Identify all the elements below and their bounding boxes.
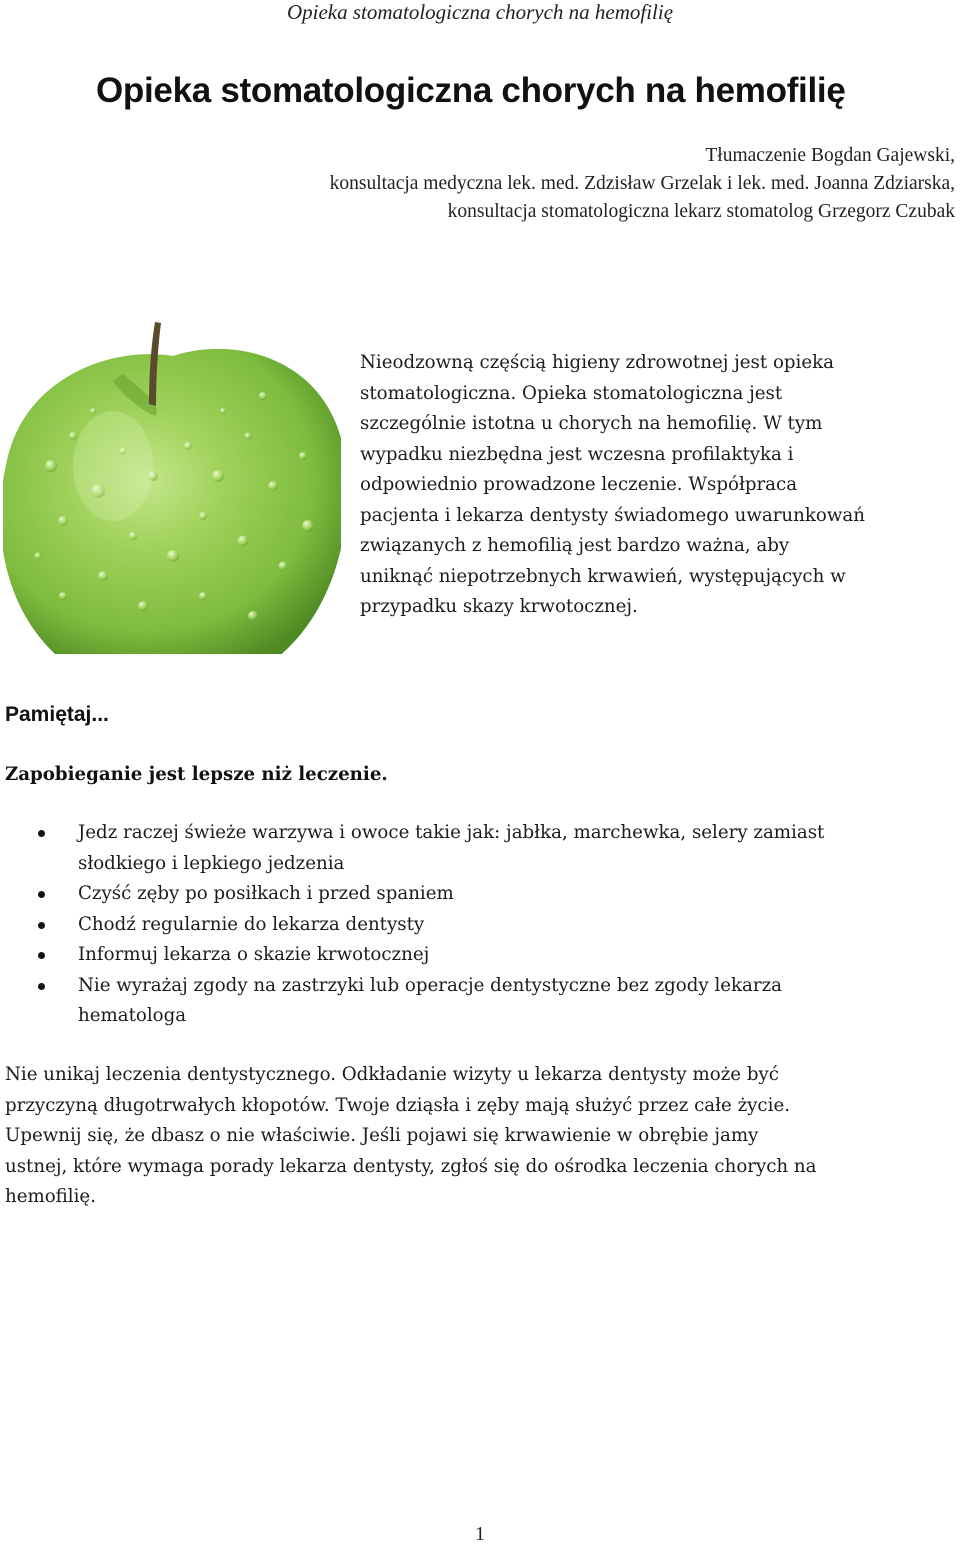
intro-line: przypadku skazy krwotocznej.: [360, 596, 638, 617]
closing-line: ustnej, które wymaga porady lekarza dentysty, zgłoś się do ośrodka leczenia chorych na: [5, 1155, 817, 1177]
remember-heading: Pamiętaj...: [5, 703, 109, 726]
intro-line: stomatologiczna. Opieka stomatologiczna jest: [360, 382, 783, 404]
bullet-icon: [38, 891, 45, 898]
bullet-icon: [38, 830, 45, 837]
list-item: [0, 879, 960, 910]
closing-line: Nie unikaj leczenia dentystycznego. Odkładanie wizyty u lekarza dentysty może być: [5, 1064, 779, 1085]
closing-paragraph: [5, 1060, 960, 1213]
list-item: [0, 910, 960, 941]
bullet-icon: [38, 922, 45, 929]
intro-line: pacjenta i lekarza dentysty świadomego uwarunkowań: [360, 504, 865, 526]
list-item-text: Jedz raczej świeże warzywa i owoce takie jak: jabłka, marchewka, selery zamiast: [78, 822, 825, 843]
closing-line: Upewnij się, że dbasz o nie właściwie. Jeśli pojawi się krwawienie w obrębie jamy: [5, 1125, 759, 1146]
document-title: Opieka stomatologiczna chorych na hemofilię: [96, 71, 846, 110]
credits-block: [55, 142, 955, 226]
list-item-text: Informuj lekarza o skazie krwotocznej: [78, 944, 430, 965]
intro-line: uniknąć niepotrzebnych krwawień, występujących w: [360, 565, 846, 587]
running-header: Opieka stomatologiczna chorych na hemofilię: [286, 0, 674, 24]
closing-line: hemofilię.: [5, 1186, 96, 1207]
list-item: [0, 940, 960, 971]
intro-paragraph: [360, 348, 958, 623]
intro-line: odpowiednio prowadzone leczenie. Współpraca: [360, 474, 798, 495]
credit-line: Tłumaczenie Bogdan Gajewski,: [705, 145, 955, 166]
intro-line: Nieodzowną częścią higieny zdrowotnej jest opieka: [360, 352, 834, 373]
page-number: 1: [475, 1523, 485, 1545]
list-item-text: hematologa: [78, 1005, 187, 1026]
bullet-icon: [38, 983, 45, 990]
tips-list: [0, 818, 960, 1032]
intro-line: wypadku niezbędna jest wczesna profilaktyka i: [360, 443, 794, 465]
slogan: Zapobieganie jest lepsze niż leczenie.: [5, 764, 388, 785]
list-item-text: słodkiego i lepkiego jedzenia: [78, 852, 345, 874]
intro-line: związanych z hemofilią jest bardzo ważna, aby: [360, 535, 790, 556]
list-item: [0, 971, 960, 1032]
list-item-text: Chodź regularnie do lekarza dentysty: [78, 913, 425, 935]
intro-line: szczególnie istotna u chorych na hemofilię. W tym: [360, 413, 823, 434]
credit-line: konsultacja medyczna lek. med. Zdzisław Grzelak i lek. med. Joanna Zdziarska,: [329, 173, 955, 194]
list-item-text: Nie wyrażaj zgody na zastrzyki lub operacje dentystyczne bez zgody lekarza: [78, 974, 783, 996]
closing-line: przyczyną długotrwałych kłopotów. Twoje dziąsła i zęby mają służyć przez całe życie.: [5, 1094, 790, 1116]
apple-illustration: [3, 316, 341, 654]
list-item-text: Czyść zęby po posiłkach i przed spaniem: [78, 883, 454, 904]
list-item: [0, 818, 960, 879]
green-apple-image: [3, 316, 341, 654]
bullet-icon: [38, 952, 45, 959]
credit-line: konsultacja stomatologiczna lekarz stomatolog Grzegorz Czubak: [447, 201, 955, 222]
